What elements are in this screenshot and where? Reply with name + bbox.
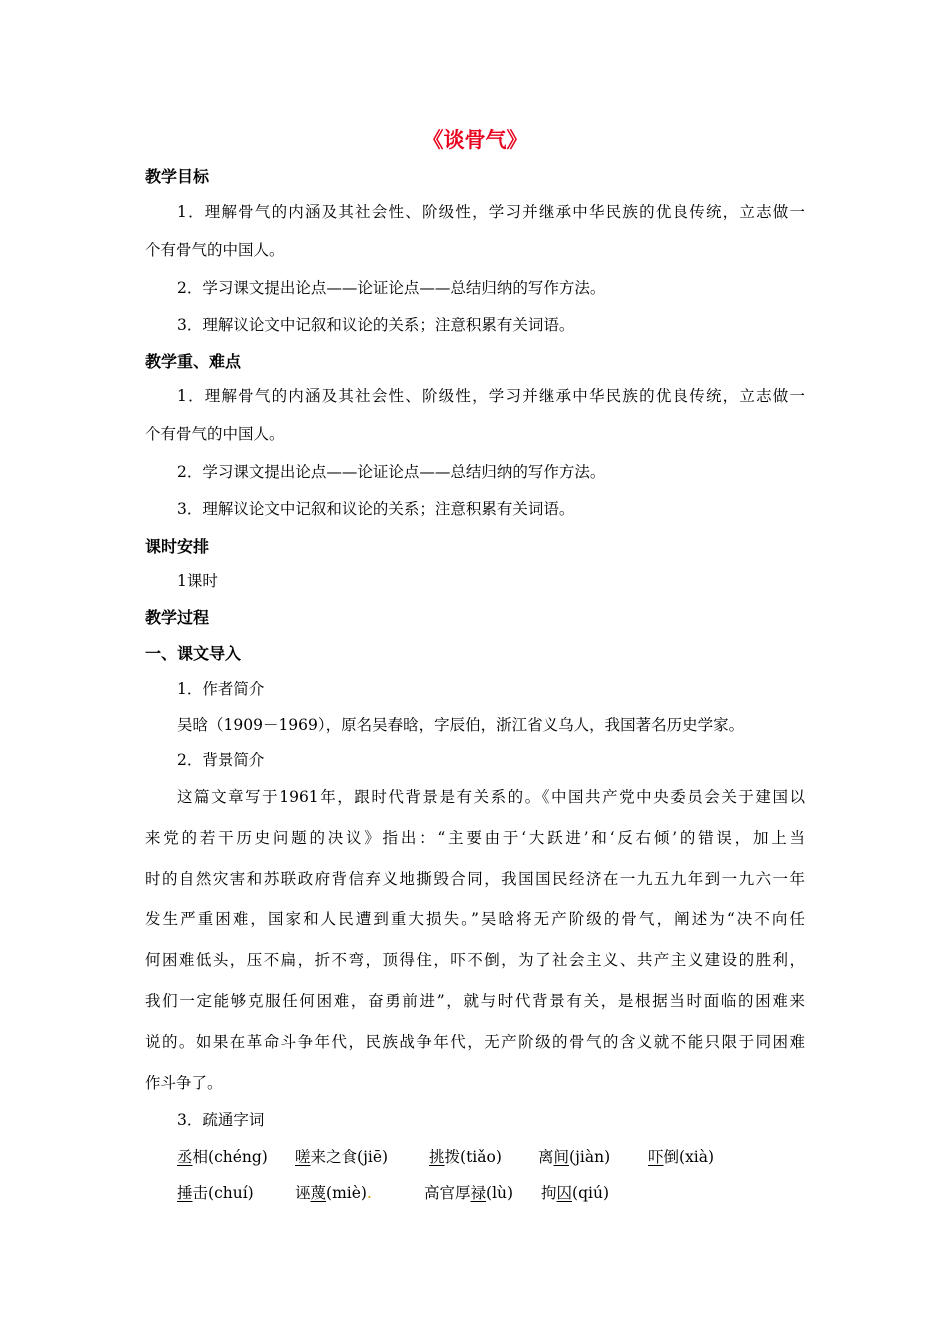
vocab-prefix: 高官厚 [424, 1184, 471, 1202]
section-1-heading: 一、课文导入 [145, 644, 242, 663]
heading-teaching-goals: 教学目标 [145, 167, 210, 186]
background-line-4: 发生严重困难，国家和人民遭到重大损失。”吴晗将无产阶级的骨气，阐述为“决不向任 [145, 910, 805, 928]
vocab-prefix: 离 [538, 1148, 554, 1166]
schedule-value: 1课时 [177, 572, 218, 590]
vocab-reading: (jiàn) [569, 1148, 611, 1166]
vocab-underlined-char: 囚 [556, 1184, 573, 1202]
goal-item-2: 2．学习课文提出论点——论证论点——总结归纳的写作方法。 [177, 279, 606, 297]
vocab-trailing-dot: . [366, 1184, 372, 1202]
vocab-underlined-char: 吓 [648, 1148, 664, 1166]
vocab-reading: 拨(tiǎo) [444, 1148, 502, 1166]
vocab-item [541, 1181, 609, 1203]
author-intro-label: 1．作者简介 [177, 680, 265, 698]
heading-schedule: 课时安排 [145, 537, 210, 556]
vocab-underlined-char: 间 [553, 1148, 570, 1166]
vocab-reading: (qiú) [572, 1184, 609, 1202]
key-point-1-line-2: 个有骨气的中国人。 [145, 425, 285, 443]
vocab-item [295, 1181, 372, 1203]
vocab-underlined-char: 丞 [177, 1148, 193, 1166]
vocab-prefix: 诬 [295, 1184, 311, 1202]
vocab-underlined-char: 嗟 [295, 1148, 311, 1166]
vocab-reading: 相(chéng) [192, 1148, 268, 1166]
vocab-underlined-char: 捶 [177, 1184, 193, 1202]
vocab-reading: 倒(xià) [663, 1148, 715, 1166]
vocab-reading: 击(chuí) [192, 1184, 254, 1202]
heading-teaching-process: 教学过程 [145, 608, 210, 627]
background-line-3: 时的自然灾害和苏联政府背信弃义地撕毁合同，我国国民经济在一九五九年到一九六一年 [145, 870, 805, 888]
vocab-reading: (lù) [486, 1184, 514, 1202]
vocabulary-label: 3．疏通字词 [177, 1111, 265, 1129]
vocab-reading: (miè) [326, 1184, 367, 1202]
vocab-item [424, 1181, 513, 1203]
vocab-item [648, 1145, 714, 1167]
background-line-5: 何困难低头，压不扁，折不弯，顶得住，吓不倒，为了社会主义、共产主义建设的胜利， [145, 951, 805, 969]
goal-item-3: 3．理解议论文中记叙和议论的关系；注意积累有关词语。 [177, 316, 575, 334]
background-line-1: 这篇文章写于1961年，跟时代背景是有关系的。《中国共产党中央委员会关于建国以 [177, 788, 805, 806]
background-line-6: 我们一定能够克服任何困难，奋勇前进”，就与时代背景有关，是根据当时面临的困难来 [145, 992, 805, 1010]
key-point-1-line-1: 1．理解骨气的内涵及其社会性、阶级性，学习并继承中华民族的优良传统，立志做一 [177, 387, 805, 405]
heading-key-points: 教学重、难点 [145, 352, 242, 371]
author-intro-text: 吴晗（1909－1969），原名吴春晗，字辰伯，浙江省义乌人，我国著名历史学家。 [177, 716, 745, 734]
key-point-3: 3．理解议论文中记叙和议论的关系；注意积累有关词语。 [177, 500, 575, 518]
vocab-underlined-char: 禄 [470, 1184, 487, 1202]
background-line-7: 说的。如果在革命斗争年代，民族战争年代，无产阶级的骨气的含义就不能只限于同困难 [145, 1033, 805, 1051]
background-line-8: 作斗争了。 [145, 1074, 223, 1092]
document-title: 《谈骨气》 [422, 128, 528, 152]
vocab-reading: 来之食(jiē) [310, 1148, 389, 1166]
vocab-item [177, 1181, 254, 1203]
goal-item-1-line-2: 个有骨气的中国人。 [145, 241, 285, 259]
vocab-prefix: 拘 [541, 1184, 557, 1202]
goal-item-1-line-1: 1．理解骨气的内涵及其社会性、阶级性，学习并继承中华民族的优良传统，立志做一 [177, 203, 805, 221]
key-point-2: 2．学习课文提出论点——论证论点——总结归纳的写作方法。 [177, 463, 606, 481]
background-intro-label: 2．背景简介 [177, 751, 265, 769]
vocab-item [295, 1145, 388, 1167]
vocab-item [429, 1145, 502, 1167]
background-line-2: 来党的若干历史问题的决议》指出：“主要由于‘大跃进’和‘反右倾’的错误，加上当 [145, 829, 805, 847]
vocab-item [538, 1145, 610, 1167]
vocab-item [177, 1145, 268, 1167]
vocab-underlined-char: 蔑 [310, 1184, 327, 1202]
vocab-underlined-char: 挑 [429, 1148, 445, 1166]
